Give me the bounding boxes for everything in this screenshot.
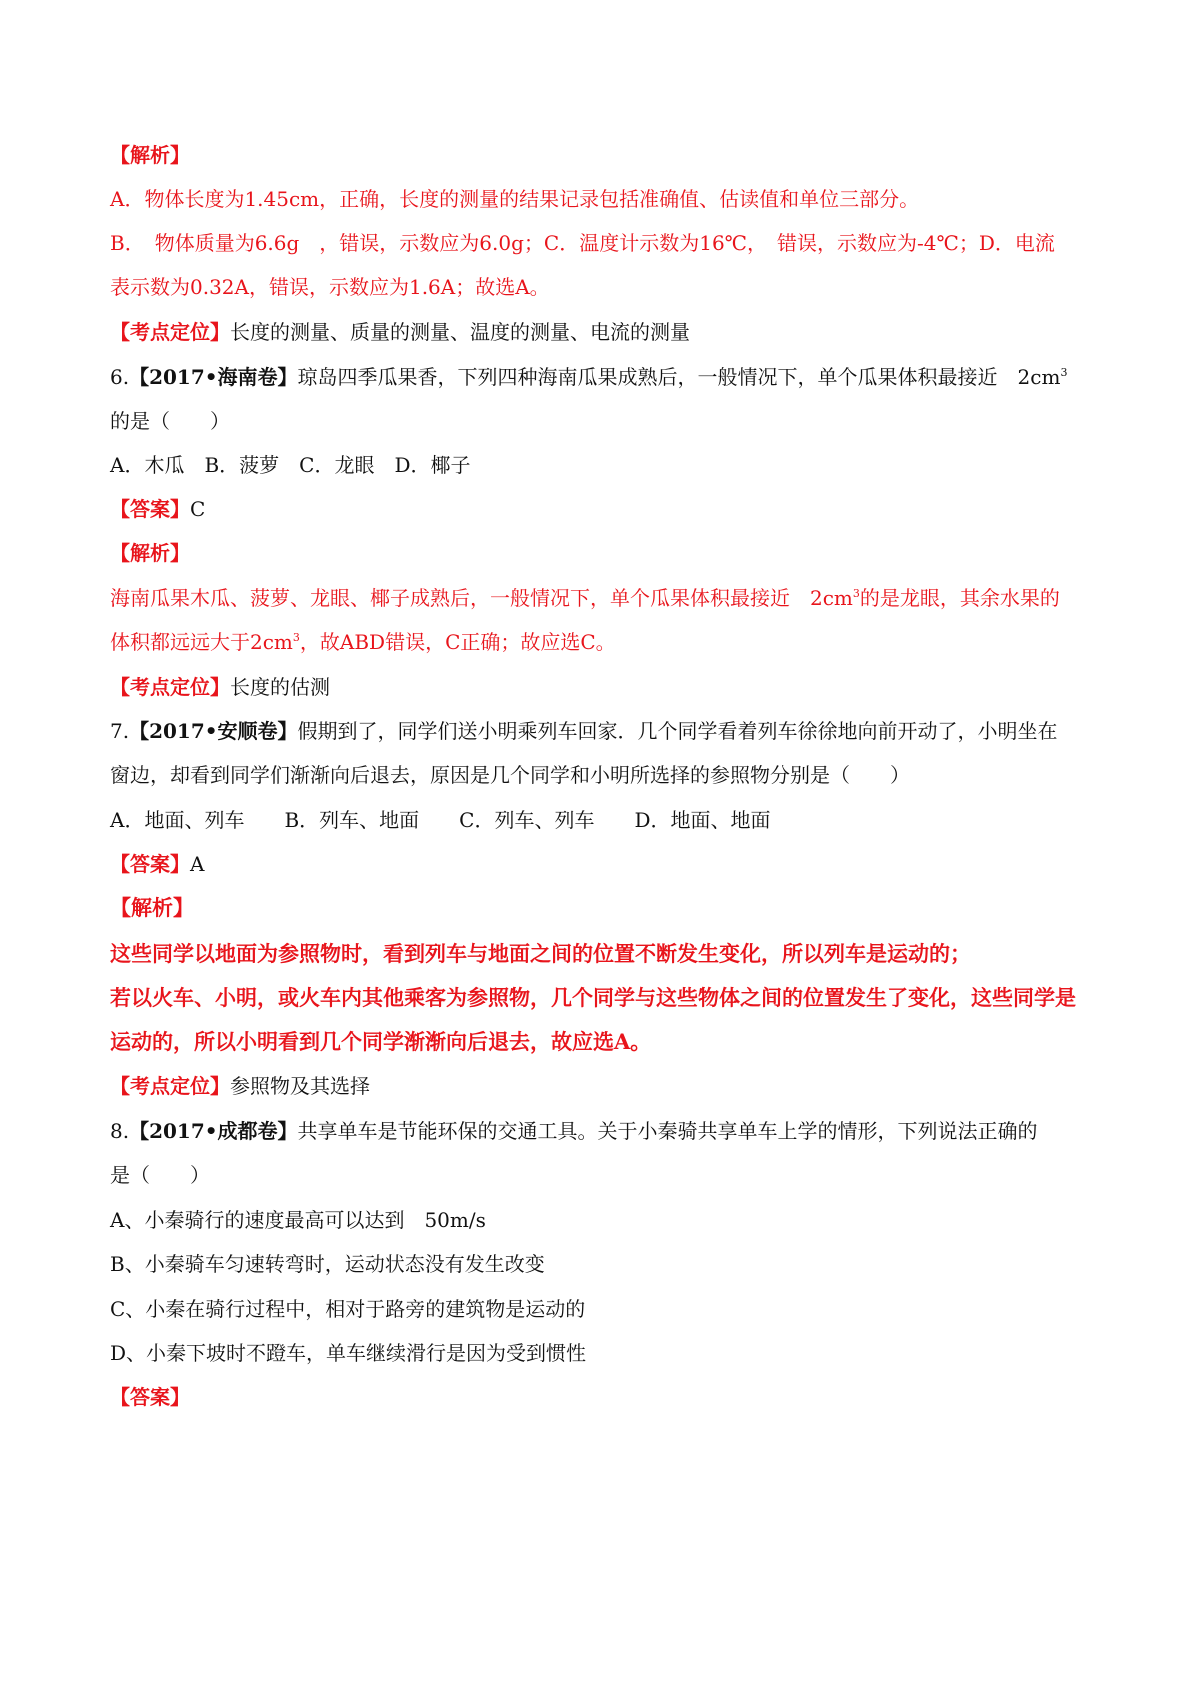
q7-stem-line-1 xyxy=(110,719,1104,743)
q8-stem-line-2: 是（ ） xyxy=(110,1163,210,1187)
q6-options: A．木瓜 B．菠萝 C．龙眼 D．椰子 xyxy=(110,453,471,477)
q8-number: 8. xyxy=(110,1119,130,1143)
q6-stem-text: 琼岛四季瓜果香，下列四种海南瓜果成熟后，一般情况下，单个瓜果体积最接近 2cm xyxy=(297,365,1061,389)
q8-stem-text: 共享单车是节能环保的交通工具。关于小秦骑共享单车上学的情形，下列说法正确的 xyxy=(297,1119,1038,1143)
q6-analysis-text-1a: 海南瓜果木瓜、菠萝、龙眼、椰子成熟后，一般情况下，单个瓜果体积最接近 2cm xyxy=(110,586,853,610)
q8-option-b: B、小秦骑车匀速转弯时，运动状态没有发生改变 xyxy=(110,1252,545,1276)
q7-analysis-label: 【解析】 xyxy=(110,895,194,920)
q7-answer xyxy=(110,852,1104,876)
q6-stem-superscript: 3 xyxy=(1060,366,1068,379)
q6-source: 【2017•海南卷】 xyxy=(129,365,298,389)
q5-point xyxy=(110,320,1104,344)
q7-number: 7. xyxy=(110,719,130,743)
q7-analysis-line-1: 这些同学以地面为参照物时，看到列车与地面之间的位置不断发生变化，所以列车是运动的； xyxy=(110,941,971,966)
q5-analysis-line-2: B． 物体质量为6.6g ，错误，示数应为6.0g；C．温度计示数为16℃， 错误，示数应为-4℃；D．电流 xyxy=(110,231,1055,255)
q6-analysis-label: 【解析】 xyxy=(110,541,190,565)
q7-options: A．地面、列车 B．列车、地面 C．列车、列车 D．地面、地面 xyxy=(110,808,771,832)
q7-stem-text: 假期到了，同学们送小明乘列车回家．几个同学看着列车徐徐地向前开动了，小明坐在 xyxy=(297,719,1058,743)
q6-analysis-text-2b: ，故ABD错误，C正确；故应选C。 xyxy=(299,630,616,654)
q7-source: 【2017•安顺卷】 xyxy=(129,719,298,743)
q7-analysis-line-2: 若以火车、小明，或火车内其他乘客为参照物，几个同学与这些物体之间的位置发生了变化，这些同学是 xyxy=(110,985,1076,1010)
q7-answer-label: 【答案】 xyxy=(110,852,190,876)
q5-point-text: 长度的测量、质量的测量、温度的测量、电流的测量 xyxy=(230,320,690,344)
q6-point-label: 【考点定位】 xyxy=(110,675,230,699)
q7-analysis-line-3: 运动的，所以小明看到几个同学渐渐向后退去，故应选A。 xyxy=(110,1029,652,1054)
q6-analysis-line-1 xyxy=(110,586,1104,610)
q8-stem-line-1 xyxy=(110,1119,1104,1143)
q6-analysis-text-1b: 的是龙眼，其余水果的 xyxy=(859,586,1060,610)
q7-point-label: 【考点定位】 xyxy=(110,1074,230,1098)
q5-point-label: 【考点定位】 xyxy=(110,320,230,344)
q6-answer-value: C xyxy=(190,497,206,521)
q8-answer-label: 【答案】 xyxy=(110,1385,190,1409)
q7-point xyxy=(110,1074,1104,1098)
q6-analysis-text-2a: 体积都远远大于2cm xyxy=(110,630,293,654)
q6-point xyxy=(110,675,1104,699)
q8-source: 【2017•成都卷】 xyxy=(129,1119,298,1143)
q5-analysis-label: 【解析】 xyxy=(110,143,190,167)
q6-number: 6. xyxy=(110,365,130,389)
q6-analysis-superscript-2: 3 xyxy=(292,631,300,644)
q8-option-d: D、小秦下坡时不蹬车，单车继续滑行是因为受到惯性 xyxy=(110,1341,587,1365)
q7-answer-value: A xyxy=(190,852,205,876)
q5-analysis-line-3: 表示数为0.32A，错误，示数应为1.6A；故选A。 xyxy=(110,275,550,299)
q6-point-text: 长度的估测 xyxy=(230,675,330,699)
q6-analysis-superscript-1: 3 xyxy=(852,587,860,600)
q8-option-c: C、小秦在骑行过程中，相对于路旁的建筑物是运动的 xyxy=(110,1297,586,1321)
q6-answer-label: 【答案】 xyxy=(110,497,190,521)
q6-stem-line-2: 的是（ ） xyxy=(110,409,230,433)
q8-option-a: A、小秦骑行的速度最高可以达到 50m/s xyxy=(110,1208,486,1232)
q7-stem-line-2: 窗边，却看到同学们渐渐向后退去，原因是几个同学和小明所选择的参照物分别是（ ） xyxy=(110,763,910,787)
q5-analysis-line-1: A．物体长度为1.45cm，正确，长度的测量的结果记录包括准确值、估读值和单位三部分。 xyxy=(110,187,920,211)
q7-point-text: 参照物及其选择 xyxy=(230,1074,370,1098)
q6-analysis-line-2 xyxy=(110,630,1104,654)
q6-answer xyxy=(110,497,1104,521)
q6-stem-line-1 xyxy=(110,365,1104,389)
